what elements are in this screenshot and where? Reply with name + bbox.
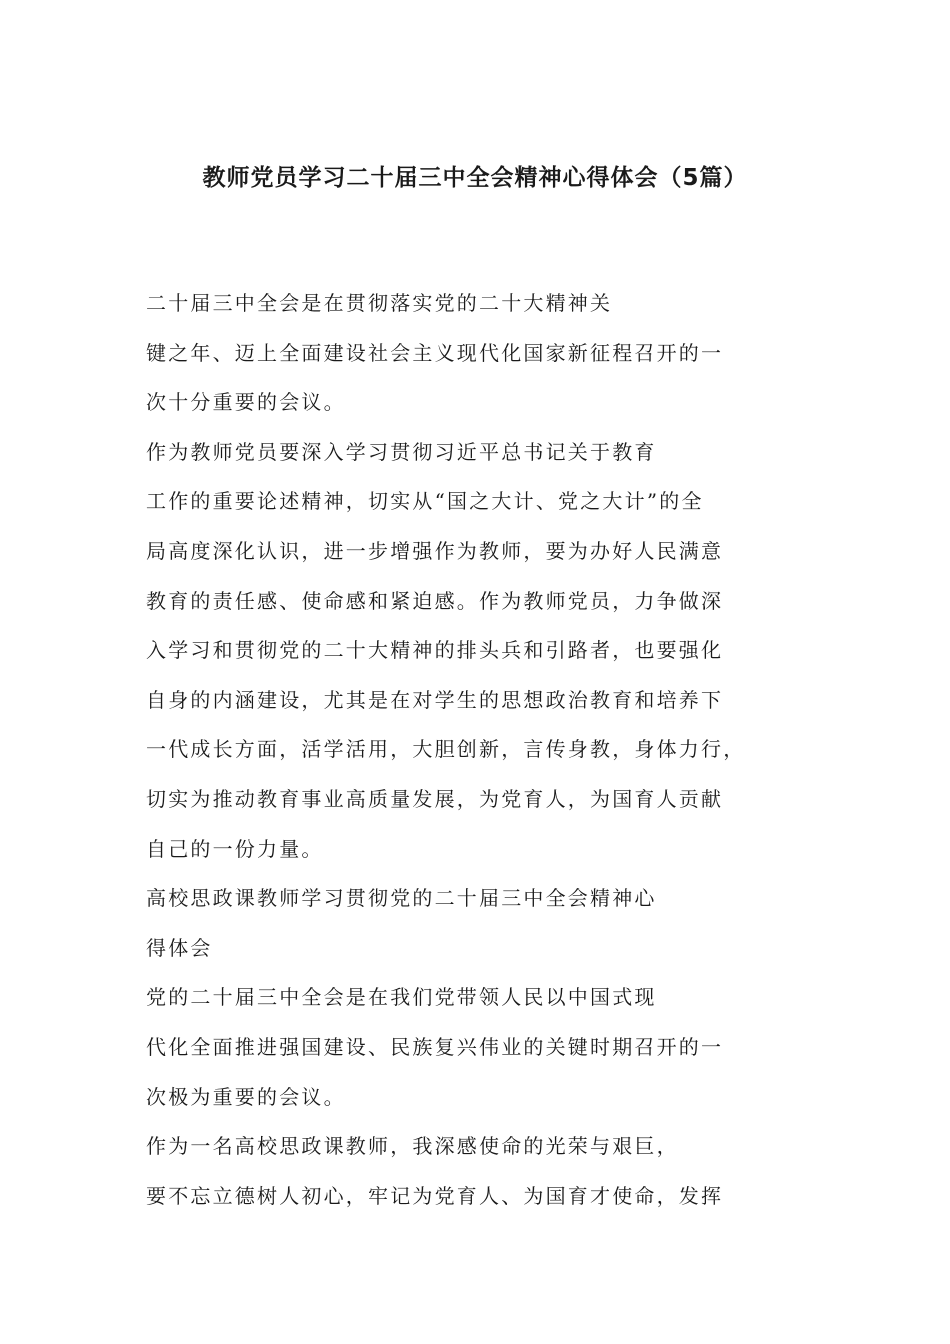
body-line: 要不忘立德树人初心，牢记为党育人、为国育才使命，发挥: [146, 1183, 724, 1208]
body-line: 自身的内涵建设，尤其是在对学生的思想政治教育和培养下: [146, 687, 724, 712]
body-line: 代化全面推进强国建设、民族复兴伟业的关键时期召开的一: [146, 1034, 724, 1059]
body-line: 切实为推动教育事业高质量发展，为党育人，为国育人贡献: [146, 786, 724, 811]
section-heading-line: 高校思政课教师学习贯彻党的二十届三中全会精神心: [146, 886, 657, 911]
body-line: 一代成长方面，活学活用，大胆创新，言传身教，身体力行，: [146, 737, 746, 762]
body-line: 自己的一份力量。: [146, 836, 324, 861]
body-line: 次极为重要的会议。: [146, 1084, 346, 1109]
body-line: 次十分重要的会议。: [146, 390, 346, 415]
section-heading-line: 得体会: [146, 935, 213, 960]
document-body: [146, 279, 786, 1221]
body-line: 工作的重要论述精神，切实从“国之大计、党之大计”的全: [146, 489, 704, 514]
body-line: 局高度深化认识，进一步增强作为教师，要为办好人民满意: [146, 538, 724, 563]
body-line: 教育的责任感、使命感和紧迫感。作为教师党员，力争做深: [146, 588, 724, 613]
document-title: 教师党员学习二十届三中全会精神心得体会（5篇）: [202, 165, 748, 191]
body-line: 作为教师党员要深入学习贯彻习近平总书记关于教育: [146, 439, 657, 464]
body-line: 二十届三中全会是在贯彻落实党的二十大精神关: [146, 291, 613, 315]
body-line: 键之年、迈上全面建设社会主义现代化国家新征程召开的一: [146, 340, 724, 365]
body-line: 党的二十届三中全会是在我们党带领人民以中国式现: [146, 985, 657, 1010]
body-line: 入学习和贯彻党的二十大精神的排头兵和引路者，也要强化: [146, 638, 724, 663]
body-line: 作为一名高校思政课教师，我深感使命的光荣与艰巨，: [146, 1134, 679, 1159]
